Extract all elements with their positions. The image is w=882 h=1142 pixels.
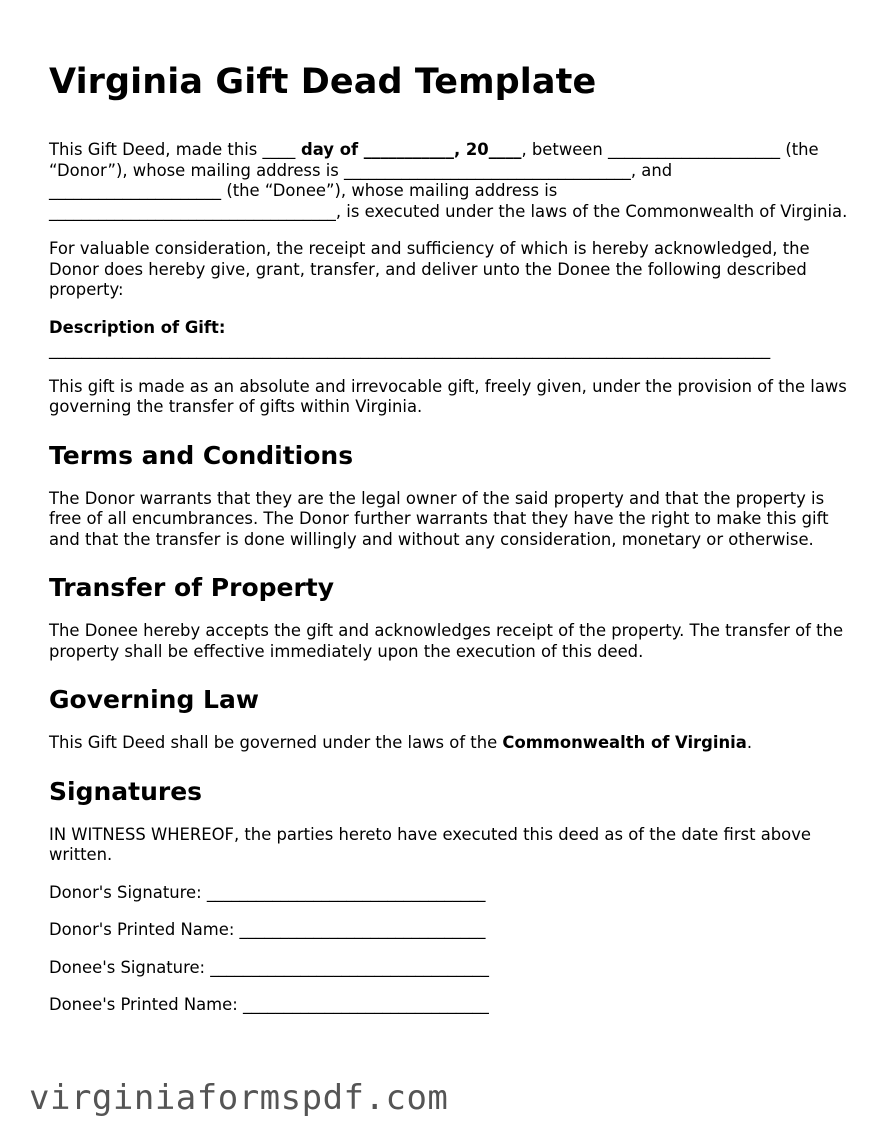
description-blank[interactable]: ________________________________________________________________________________________ — [49, 340, 771, 359]
donee-printed-name-line[interactable]: Donee's Printed Name: ______________________________ — [49, 995, 489, 1014]
watermark: virginiaformspdf.com — [29, 1078, 449, 1118]
intro-text-1: This Gift Deed, made this — [49, 140, 263, 159]
year-blank[interactable]: ____ — [488, 140, 522, 159]
donee-signature-line[interactable]: Donee's Signature: __________________________________ — [49, 957, 489, 977]
consideration-paragraph: For valuable consideration, the receipt and sufficiency of which is hereby acknowledged, the Donor does hereby give, grant, transfer, and deliver unto the Donee the following described property: — [49, 239, 810, 299]
intro-text-6: , and — [630, 160, 673, 180]
intro-text-8: , is executed under the laws of the Commonwealth of Virginia. — [335, 201, 848, 221]
donor-address-blank[interactable]: ___________________________________ — [344, 160, 631, 180]
absolute-gift-paragraph: This gift is made as an absolute and irrevocable gift, freely given, under the provision of the laws governing the transfer of gifts within Virginia. — [49, 376, 847, 416]
description-label: Description of Gift: — [49, 317, 226, 337]
donee-address-blank[interactable]: ___________________________________ — [49, 201, 336, 221]
transfer-heading: Transfer of Property — [49, 573, 335, 602]
intro-text-7: (the “Donee”), whose mailing address is — [221, 181, 558, 200]
witness-paragraph: IN WITNESS WHEREOF, the parties hereto have executed this deed as of the date first above written. — [49, 824, 811, 864]
intro-text-3: , 20 — [453, 140, 489, 159]
month-blank[interactable]: ___________ — [363, 140, 454, 159]
document-title: Virginia Gift Dead Template — [49, 62, 597, 102]
donee-name-blank[interactable]: _____________________ — [49, 181, 222, 200]
governing-heading: Governing Law — [49, 685, 259, 714]
governing-suffix: . — [746, 733, 753, 752]
terms-paragraph: The Donor warrants that they are the legal owner of the said property and that the property is free of all encumbrances. The Donor further warrants that they have the right to make this gift and that the transfer is done willingly and without any consideration, monetary or otherwise. — [49, 488, 829, 549]
donor-name-blank[interactable]: _____________________ — [608, 140, 781, 159]
governing-prefix: This Gift Deed shall be governed under the laws of the — [49, 733, 503, 752]
intro-paragraph — [49, 140, 849, 222]
intro-text-4: , between — [521, 140, 608, 159]
governing-paragraph — [49, 733, 849, 754]
intro-text-5: (the “Donor”), whose mailing address is — [49, 140, 819, 180]
transfer-paragraph: The Donee hereby accepts the gift and acknowledges receipt of the property. The transfer of the property shall be effective immediately upon the execution of this deed. — [49, 621, 844, 661]
intro-text-2: day of — [295, 140, 364, 159]
day-blank[interactable]: ____ — [262, 140, 296, 159]
signatures-heading: Signatures — [49, 776, 203, 806]
governing-jurisdiction: Commonwealth of Virginia — [502, 733, 747, 752]
donor-signature-line[interactable]: Donor's Signature: __________________________________ — [49, 882, 486, 902]
terms-heading: Terms and Conditions — [49, 440, 354, 470]
document-page — [49, 56, 849, 1016]
donor-printed-name-line[interactable]: Donor's Printed Name: ______________________________ — [49, 920, 486, 939]
